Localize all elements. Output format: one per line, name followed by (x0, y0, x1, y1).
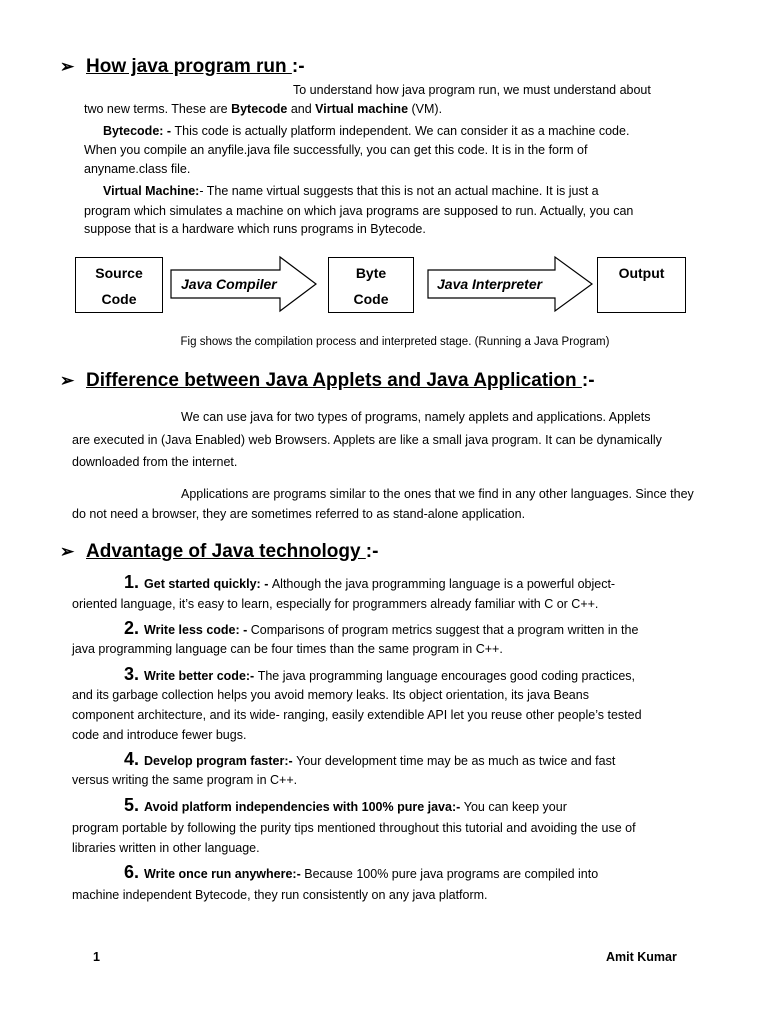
text-segment: Comparisons of program metrics suggest that a program written in the (250, 623, 639, 637)
text-segment: When you compile an anyfile.java file successfully, you can get this code. It is in the form of (84, 143, 588, 157)
text-line (293, 82, 651, 98)
text-line (72, 641, 503, 657)
text-line (72, 727, 246, 743)
bold-term: Virtual Machine: (103, 184, 200, 198)
text-segment: Your development time may be as much as twice and fast (296, 754, 616, 768)
diagram-box-source-code: Source Code (75, 257, 163, 313)
text-segment: We can use java for two types of programs, namely applets and applications. Applets (181, 410, 651, 424)
author-name: Amit Kumar (606, 950, 677, 964)
diagram-box-byte-code: Byte Code (328, 257, 414, 313)
text-line (84, 101, 442, 117)
text-line (124, 864, 598, 882)
text-segment: libraries written in other language. (72, 841, 260, 855)
text-segment: - The name virtual suggests that this is not an actual machine. It is just a (199, 184, 599, 198)
text-segment: anyname.class file. (84, 162, 191, 176)
bold-term: 6. (124, 862, 145, 882)
text-segment: To understand how java program run, we must understand about (293, 83, 651, 97)
bold-term: Bytecode: - (103, 124, 175, 138)
text-line (181, 409, 650, 425)
bold-term: Develop program faster:- (144, 754, 297, 768)
text-line (103, 123, 629, 139)
text-segment: Applications are programs similar to the ones that we find in any other languages. Since they (181, 487, 694, 501)
text-segment: oriented language, it’s easy to learn, especially for programmers already familiar with C or C++. (72, 597, 599, 611)
text-segment: The java programming language encourages good coding practices, (257, 669, 636, 683)
heading-how-java-runs: ➢ How java program run :- (60, 56, 305, 77)
text-segment: java programming language can be four times than the same program in C++. (72, 642, 503, 656)
text-segment: code and introduce fewer bugs. (72, 728, 247, 742)
text-segment: do not need a browser, they are sometimes referred to as stand-alone application. (72, 507, 526, 521)
text-segment: machine independent Bytecode, they run consistently on any java platform. (72, 888, 488, 902)
arrow-label-interpreter: Java Interpreter (437, 276, 543, 292)
text-line (72, 687, 589, 703)
text-segment: and its garbage collection helps you avoid memory leaks. Its object orientation, its java Beans (72, 688, 589, 702)
text-line (84, 142, 588, 158)
text-segment: are executed in (Java Enabled) web Browsers. Applets are like a small java program. It can be dynamically (72, 433, 662, 447)
bold-term: 1. (124, 572, 145, 592)
text-line (72, 820, 636, 836)
text-line (84, 203, 633, 219)
text-line (124, 666, 635, 684)
text-line (72, 454, 237, 470)
text-line (181, 486, 694, 502)
text-segment: This code is actually platform independent. We can consider it as a machine code. (174, 124, 630, 138)
bold-term: 2. (124, 618, 145, 638)
text-line (72, 840, 260, 856)
text-line (103, 183, 599, 199)
diagram-box-output: Output (597, 257, 686, 313)
text-line (72, 772, 297, 788)
bold-term: Bytecode (231, 102, 288, 116)
heading-applets-vs-application: ➢ Difference between Java Applets and Java Application :- (60, 370, 595, 391)
page-number: 1 (93, 950, 100, 964)
text-line (84, 221, 426, 237)
text-line (124, 620, 638, 638)
text-segment: versus writing the same program in C++. (72, 773, 298, 787)
bold-term: Write less code: - (144, 623, 251, 637)
text-line (84, 161, 190, 177)
arrow-bullet-icon: ➢ (60, 371, 75, 390)
bold-term: Virtual machine (315, 102, 409, 116)
text-line (124, 751, 615, 769)
text-segment: suppose that is a hardware which runs programs in Bytecode. (84, 222, 426, 236)
arrow-label-compiler: Java Compiler (181, 276, 277, 292)
text-line (124, 797, 567, 815)
heading-advantages: ➢ Advantage of Java technology :- (60, 541, 379, 562)
text-segment: component architecture, and its wide- ranging, easily extendible API let you reuse other people’s tested (72, 708, 642, 722)
arrow-bullet-icon: ➢ (60, 542, 75, 561)
bold-term: 5. (124, 795, 145, 815)
arrow-bullet-icon: ➢ (60, 57, 75, 76)
text-segment: program portable by following the purity tips mentioned throughout this tutorial and avoiding the use of (72, 821, 636, 835)
bold-term: 4. (124, 749, 145, 769)
text-line (72, 887, 488, 903)
text-segment: Although the java programming language is a powerful object- (271, 577, 616, 591)
text-line (72, 432, 662, 448)
bold-term: Write once run anywhere:- (144, 867, 305, 881)
text-line (72, 506, 525, 522)
text-segment: two new terms. These are (84, 102, 232, 116)
bold-term: 3. (124, 664, 145, 684)
text-segment: You can keep your (463, 800, 567, 814)
text-line (124, 574, 615, 592)
bold-term: Avoid platform independencies with 100% pure java:- (144, 800, 464, 814)
text-segment: downloaded from the internet. (72, 455, 238, 469)
text-segment: Because 100% pure java programs are compiled into (304, 867, 599, 881)
bold-term: Write better code:- (144, 669, 258, 683)
text-line (72, 707, 642, 723)
figure-caption: Fig shows the compilation process and interpreted stage. (Running a Java Program) (180, 336, 610, 348)
bold-term: Get started quickly: - (144, 577, 272, 591)
text-segment: program which simulates a machine on which java programs are supposed to run. Actually, you can (84, 204, 634, 218)
text-line (72, 596, 598, 612)
text-segment: and (287, 102, 316, 116)
text-segment: (VM). (408, 102, 443, 116)
